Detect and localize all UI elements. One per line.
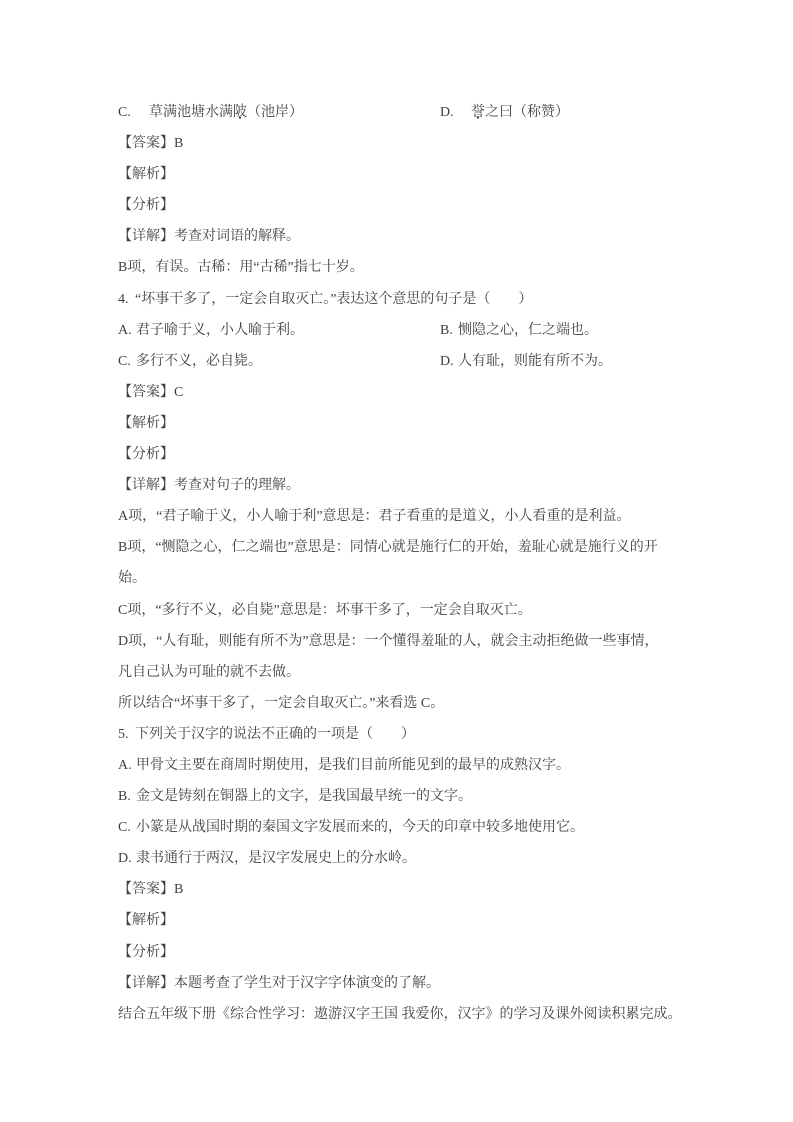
- q3-option-c-text-post: （池岸）: [247, 105, 303, 120]
- q3-jiexi-label: 【解析】: [118, 167, 174, 183]
- q5-detail-line: 结合五年级下册《综合性学习：遨游汉字王国 我爱你，汉字》的学习及课外阅读积累完成。: [118, 1006, 682, 1022]
- q4-detail-line: 始。: [118, 571, 146, 587]
- q4-detail-line: 【详解】考查对句子的理解。: [118, 478, 300, 494]
- q5-option-d-text: 隶书通行于两汉，是汉字发展史上的分水岭。: [136, 851, 416, 867]
- q5-fenxi-label: 【分析】: [118, 944, 174, 960]
- q5-stem: [118, 719, 684, 750]
- q4-option-a-label: A.: [118, 322, 132, 338]
- q3-option-d-label: D.: [440, 105, 454, 120]
- q4-option-d-label: D.: [440, 353, 454, 369]
- q3-fenxi-label: 【分析】: [118, 198, 174, 214]
- q3-option-c: [118, 105, 303, 120]
- q5-option-c-label: C.: [118, 820, 131, 836]
- q4-stem: [118, 284, 684, 315]
- q4-option-a: [118, 323, 304, 338]
- q5-option-b: [118, 781, 684, 812]
- q4-detail-line: 所以结合“坏事干多了，一定会自取灭亡。”来看选 C。: [118, 695, 445, 711]
- q4-option-a-text: 君子喻于义，小人喻于利。: [136, 322, 304, 338]
- q4-detail-line: D项，“人有耻，则能有所不为”意思是：一个懂得羞耻的人，就会主动拒绝做一些事情，: [118, 633, 659, 649]
- q3-option-d-emphasized-char: 誉: [471, 105, 485, 120]
- q4-answer-line: 【答案】C: [118, 384, 184, 400]
- q4-jiexi-label: 【解析】: [118, 415, 174, 431]
- q4-option-d-text: 人有耻，则能有所不为。: [458, 353, 612, 369]
- document-content: [118, 97, 684, 1030]
- q5-number: 5.: [118, 726, 129, 742]
- q4-detail-line: B项，“恻隐之心，仁之端也”意思是：同情心就是施行仁的开始，羞耻心就是施行义的开: [118, 540, 658, 556]
- q4-detail-line: A项，“君子喻于义，小人喻于利”意思是：君子看重的是道义，小人看重的是利益。: [118, 509, 631, 525]
- q4-option-b-text: 恻隐之心，仁之端也。: [458, 322, 598, 338]
- q4-detail-line: 凡自己认为可耻的就不去做。: [118, 664, 300, 680]
- q5-stem-text: 下列关于汉字的说法不正确的一项是（ ）: [135, 726, 415, 742]
- q5-option-d-label: D.: [118, 851, 132, 867]
- q3-options-row: [118, 97, 684, 128]
- q5-detail-line: 【详解】本题考查了学生对于汉字字体演变的了解。: [118, 975, 440, 991]
- q5-option-a-text: 甲骨文主要在商周时期使用，是我们目前所能见到的最早的成熟汉字。: [136, 757, 570, 773]
- q3-answer-line: 【答案】B: [118, 136, 184, 152]
- q4-option-d: [440, 346, 612, 377]
- q5-option-c: [118, 812, 684, 843]
- q5-answer-line: 【答案】B: [118, 882, 184, 898]
- q4-options-row-ab: [118, 315, 684, 346]
- q4-option-b-label: B.: [440, 322, 453, 338]
- q5-option-c-text: 小篆是从战国时期的秦国文字发展而来的，今天的印章中较多地使用它。: [136, 820, 584, 836]
- q5-option-d: [118, 843, 684, 874]
- q4-number: 4.: [118, 291, 129, 307]
- q5-option-b-label: B.: [118, 789, 131, 805]
- q4-option-c: [118, 354, 262, 369]
- q3-option-c-label: C.: [118, 105, 131, 120]
- q4-options-row-cd: [118, 346, 684, 377]
- q4-stem-text: “坏事干多了，一定会自取灭亡。”表达这个意思的句子是（ ）: [135, 291, 533, 307]
- q5-option-a: [118, 750, 684, 781]
- q3-xiangjie-line: 【详解】考查对词语的解释。: [118, 229, 300, 245]
- q5-option-a-label: A.: [118, 757, 132, 773]
- q3-option-c-emphasized-char: 陂: [233, 105, 247, 120]
- q3-option-d-text-post: 之曰（称赞）: [485, 105, 569, 120]
- q4-option-c-text: 多行不义，必自毙。: [136, 353, 262, 369]
- q5-jiexi-label: 【解析】: [118, 913, 174, 929]
- q3-option-c-text-pre: 草满池塘水满: [149, 105, 233, 120]
- q3-explanation-line: B项，有误。古稀：用“古稀”指七十岁。: [118, 260, 364, 276]
- q4-option-c-label: C.: [118, 353, 131, 369]
- q5-option-b-text: 金文是铸刻在铜器上的文字，是我国最早统一的文字。: [136, 789, 472, 805]
- q3-option-d: [440, 97, 569, 128]
- q4-option-b: [440, 315, 598, 346]
- q4-fenxi-label: 【分析】: [118, 447, 174, 463]
- q4-detail-line: C项，“多行不义，必自毙”意思是：坏事干多了，一定会自取灭亡。: [118, 602, 532, 618]
